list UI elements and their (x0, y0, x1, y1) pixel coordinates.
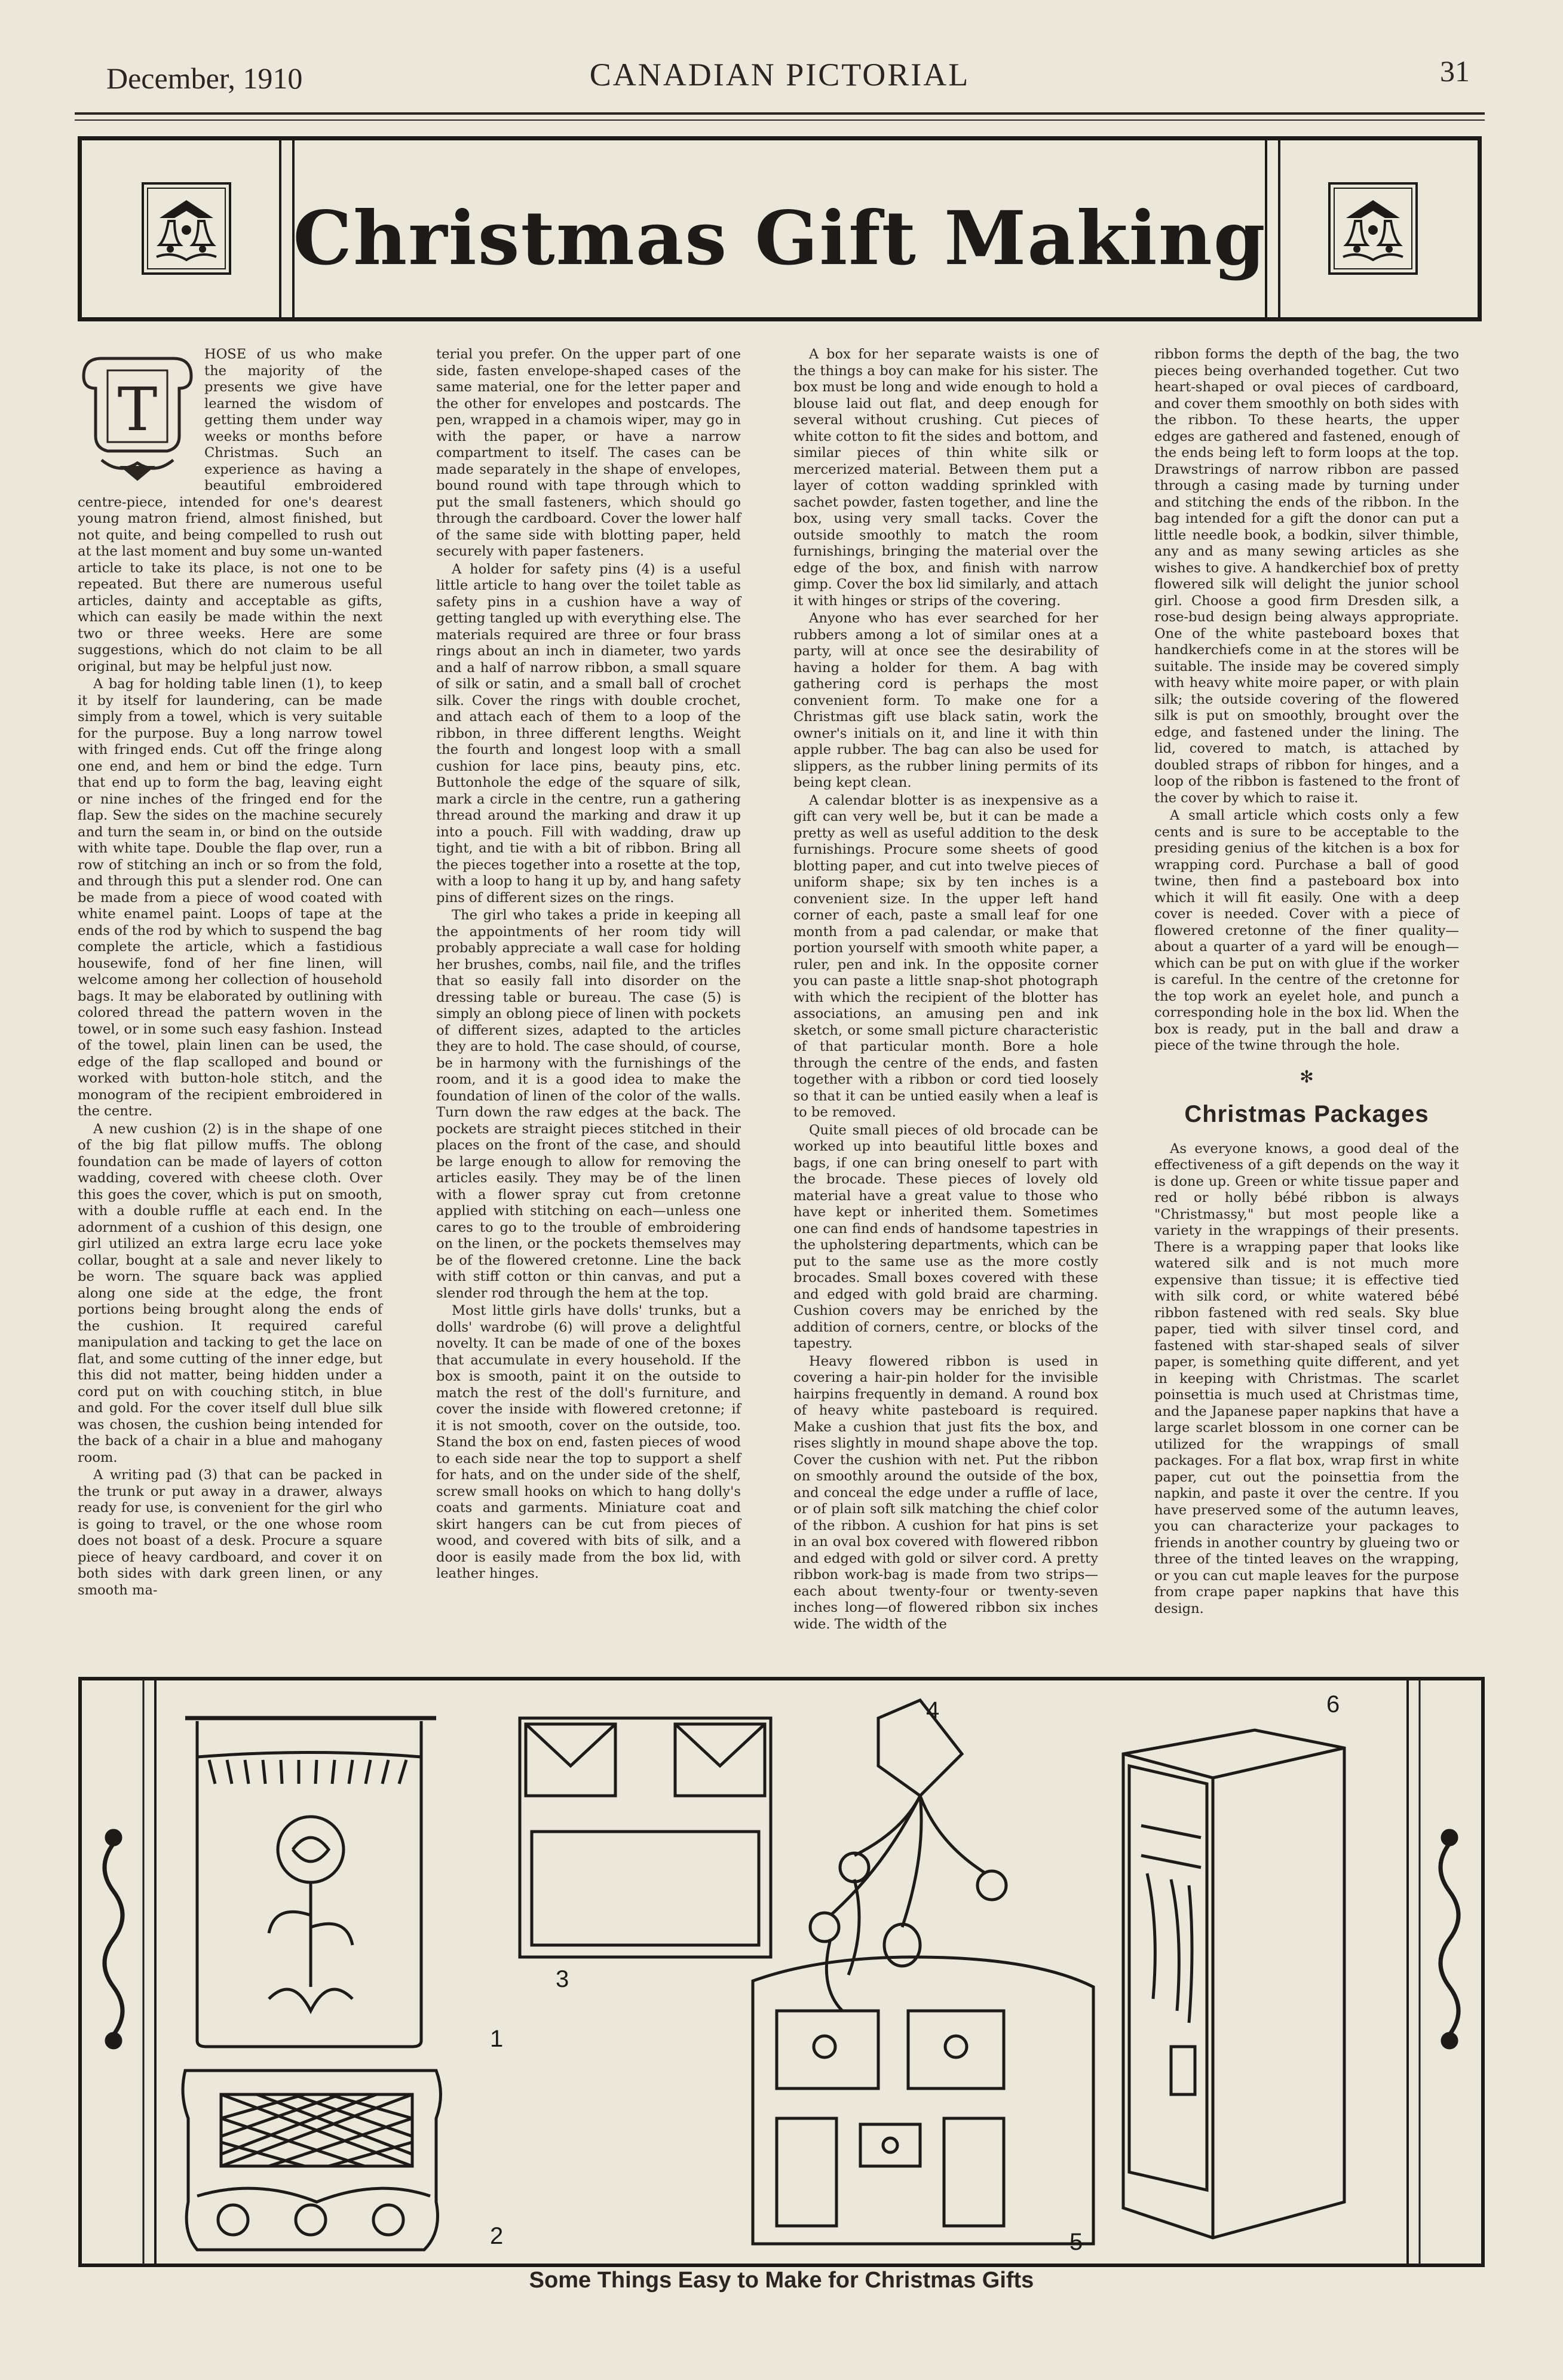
page-header (78, 48, 1482, 114)
item-label: 6 (1326, 1691, 1340, 1717)
header-rule (75, 112, 1485, 115)
linen-bag-drawing (185, 1718, 436, 2047)
article-column-4 (1154, 346, 1459, 1618)
item-label: 4 (926, 1697, 940, 1723)
gift-illustration (78, 1676, 1485, 2268)
paragraph: The girl who takes a pride in keeping all the appointments of her room tidy will probably appreciate a wall case for holding her brushes, combs, nail file, and the trifles that so easily fall into disorder on the dressing table or bureau. The case (5) is simply an oblong piece of linen with pockets of different sizes, adapted to the articles they are to hold. The case should, of course, be in harmony with the furnishings of the room, and it is a good idea to make the foundation of linen of the color of the walls. Turn down the raw edges at the back. The pockets are straight pieces stitched in their places on the front of the case, and should be large enough to allow for removing the articles easily. They may be of the linen with a flower spray cut from cretonne applied with stitching on each—unless one cares to go to the trouble of embroidering on the linen, or the pockets themselves may be of the flowered cretonne. Line the back with stiff cotton or thin canvas, and put a slender rod through the hem at the top. (436, 907, 741, 1301)
doll-wardrobe-drawing (1123, 1730, 1344, 2238)
cushion-drawing (183, 2071, 441, 2250)
paragraph: A holder for safety pins (4) is a useful little article to hang over the toilet table as safety pins in a cushion have a way of getting tangled up with everything else. The materials required are three or four brass rings about an inch in diameter, two yards and a half of narrow ribbon, a small square of silk or satin, and a small ball of crochet silk. Cover the rings with double crochet, and attach each of them to a loop of the ribbon, in three different lengths. Weight the fourth and longest loop with a small cushion for lace pins, beauty pins, etc. Buttonhole the edge of the square of silk, mark a circle in the centre, run a gathering thread around the marking and draw it up into a pouch. Fill with wadding, draw up tight, and tie with a bit of ribbon. Bring all the pieces together into a rosette at the top, with a loop to hang it up by, and hang safety pins of different sizes on the rings. (436, 561, 741, 906)
drop-cap-letter: T (117, 375, 158, 444)
pin-holder-drawing (810, 1700, 1006, 2011)
paragraph: Heavy flowered ribbon is used in covering a hair-pin holder for the invisible hairpins frequently in demand. A round box of heavy white pasteboard is required. Make a cushion that just fits the box, and rises slightly in mound shape above the top. Cover the cushion with net. Put the ribbon on smoothly around the outside of the box, and conceal the edge under a ruffle of lace, or of plain soft silk matching the chief color of the ribbon. A cushion for hat pins is set in an oval box covered with flowered ribbon and edged with gold or silver cord. A pretty ribbon work-bag is made from two strips—each about twenty-four or twenty-seven inches long—of flowered ribbon six inches wide. The width of the (793, 1353, 1098, 1632)
item-label: 1 (490, 2026, 504, 2052)
paragraph: A box for her separate waists is one of the things a boy can make for his sister. The box must be long and wide enough to hold a blouse laid out flat, and deep enough for several without crushing. Cut pieces of white cotton to fit the sides and bottom, and similar pieces of thin white silk or mercerized material. Between them put a layer of cotton wadding sprinkled with sachet powder, fasten together, and line the box, using very small tacks. Cover the outside smoothly to match the room furnishings, bringing the material over the edge of the box, and finish with narrow gimp. Cover the box lid similarly, and attach it with hinges or strips of the covering. (793, 346, 1098, 609)
item-label: 3 (556, 1966, 569, 1992)
paragraph: A small article which costs only a few cents and is sure to be acceptable to the presiding genius of the kitchen is a box for wrapping cord. Purchase a ball of good twine, then find a pasteboard box into which it will fit easily. One with a deep cover is needed. Cover with a piece of flowered cretonne of the finer quality—about a quarter of a yard will be enough—which can be put on with glue if the worker is careful. In the centre of the cretonne for the top work an eyelet hole, and punch a corresponding hole in the box lid. When the box is ready, put in the ball and draw a piece of the twine through the hole. (1154, 808, 1459, 1053)
paragraph: Most little girls have dolls' trunks, but a dolls' wardrobe (6) will prove a delightful novelty. It can be made of one of the boxes that accumulate in every household. If the box is smooth, paint it on the outside to match the rest of the doll's furniture, and cover the inside with flowered cretonne; if it is not smooth, cover on the outside, too. Stand the box on end, fasten pieces of wood to each side near the top to support a shelf for hats, and on the under side of the shelf, screw small hooks on which to hang dolly's coats and garments. Miniature coat and skirt hangers can be cut from pieces of wood, and covered with bits of silk, and a door is easily made from the box lid, with leather hinges. (436, 1303, 741, 1581)
paragraph: ribbon forms the depth of the bag, the two pieces being overhanded together. Cut two heart-shaped or oval pieces of cardboard, and cover them smoothly on both sides with the ribbon. To these hearts, the upper edges are gathered and fastened, enough of the ends being left to form loops at the top. Drawstrings of narrow ribbon are passed through a casing made by turning under and stitching the ends of the ribbon. In the bag intended for a gift the donor can put a little needle book, a bodkin, silver thimble, any and as many sewing articles as she wishes to give. A handkerchief box of pretty flowered silk will delight the junior school girl. Choose a good firm Dresden silk, a rose-bud design being always appropriate. One of the white pasteboard boxes that handkerchiefs come in at the stores will be suitable. The inside may be covered simply with heavy white moire paper, or with plain silk; the outside covering of the flowered silk is put on smoothly, brought over the edge, and fastened under the lining. The lid, covered to match, is attached by doubled straps of ribbon for hinges, and a loop of the ribbon is fastened to the front of the cover by which to raise it. (1154, 346, 1459, 806)
article-column-3 (793, 346, 1098, 1634)
drop-cap-ornament-icon (78, 346, 197, 484)
wall-case-drawing (753, 1957, 1093, 2244)
section-heading: Christmas Packages (1184, 1101, 1429, 1127)
item-label: 5 (1069, 2229, 1083, 2255)
paragraph: Quite small pieces of old brocade can be worked up into beautiful little boxes and bags, if one can bring oneself to part with the brocade. These pieces of lovely old material have a great value to those who have kept or inherited them. Sometimes one can find ends of handsome tapestries in the upholstering departments, which can be put to the same use as the more costly brocades. Small boxes covered with these and edged with gold braid are charming. Cushion covers may be enriched by the addition of corners, centre, or blocks of the tapestry. (793, 1122, 1098, 1351)
issue-date: December, 1910 (106, 62, 303, 95)
paragraph: A new cushion (2) is in the shape of one of the big flat pillow muffs. The oblong foundation can be made of layers of cotton wadding, covered with cheese cloth. Over this goes the cover, which is put on smooth, with a double ruffle at each end. In the adornment of a cushion of this design, one girl utilized an extra large ecru lace yoke collar, bought at a sale and never likely to be worn. The square back was applied along one side at the edge, the front portions being brought along the ends of the cushion. It required careful manipulation and tacking to get the lace on flat, and some cutting of the inner edge, but this did not matter, being hidden under a cord put on with couching stitch, in blue and gold. For the cover itself dull blue silk was chosen, the cushion being intended for the back of a chair in a blue and mahogany room. (78, 1121, 382, 1465)
paragraph: Anyone who has ever searched for her rubbers among a lot of similar ones at a party, will at once see the desirability of having a holder for them. A bag with gathering cord is perhaps the most convenient form. To make one for a Christmas gift use black satin, work the owner's initials on it, and line it with thin apple rubber. The bag can also be used for slippers, as the rubber lining permits of its being kept clean. (793, 611, 1098, 790)
title-banner (78, 136, 1482, 321)
item-label: 2 (490, 2223, 504, 2249)
article-column-2 (436, 346, 741, 1584)
section-divider-icon: ✻ (1300, 1066, 1314, 1087)
writing-pad-drawing (520, 1718, 771, 1957)
paragraph: terial you prefer. On the upper part of one side, fasten envelope-shaped cases of the same material, one for the letter paper and the other for envelopes and postcards. The pen, wrapped in a chamois wiper, may go in with the paper, or have a narrow compartment to itself. The cases can be made separately in the shape of envelopes, bound round with tape through which to put the small fasteners, which should go through the cardboard. Cover the lower half of the same side with blotting paper, held securely with paper fasteners. (436, 346, 741, 559)
illustration-caption: Some Things Easy to Make for Christmas Gifts (529, 2268, 1034, 2293)
page-number: 31 (1440, 54, 1470, 88)
paragraph: A calendar blotter is as inexpensive as a gift can very well be, but it can be made a pretty as well as useful addition to the desk furnishings. Procure some sheets of good blotting paper, and cut into twelve pieces of uniform shape; six by ten inches is a convenient size. In the upper left hand corner of each, paste a small leaf for one month from a pad calendar, or make that portion yourself with smooth white paper, a ruler, pen and ink. In the opposite corner you can paste a little snap-shot photograph with which the recipient of the blotter has associations, an amusing pen and ink sketch, or some small picture characteristic of that particular month. Bore a hole through the centre of the ends, and fasten together with a ribbon or cord tied loosely so that it can be untied easily when a leaf is to be removed. (793, 792, 1098, 1120)
article-column-1 (78, 346, 382, 1600)
paragraph: A writing pad (3) that can be packed in the trunk or put away in a drawer, always ready for use, is convenient for the girl who is going to travel, or the one whose room does not boast of a desk. Procure a square piece of heavy cardboard, and cover it on both sides with dark green linen, or any smooth ma- (78, 1467, 382, 1598)
paragraph: As everyone knows, a good deal of the effectiveness of a gift depends on the way it is done up. Green or white tissue paper and red or holly bébé ribbon is always "Christmassy," but most people like a variety in the wrappings of their presents. There is a wrapping paper that looks like watered silk and is not much more expensive than tissue; it is effective tied with silk cord, or white watered bébé ribbon fastened with red seals. Sky blue paper, tied with silver tinsel cord, and fastened with star-shaped seals of silver paper, is something quite different, and yet in keeping with Christmas. The scarlet poinsettia is much used at Christmas time, and the Japanese paper napkins that have a large scarlet blossom in one corner can be utilized for the wrappings of small packages. For a flat box, wrap first in white paper, cut out the poinsettia from the napkin, and paste it over the centre. If you have preserved some of the autumn leaves, you can characterize your packages to friends in another country by glueing two or three of the tinted leaves on the wrapping, or you can cut maple leaves for the purpose from crape paper napkins that have this design. (1154, 1140, 1459, 1617)
holly-bell-ornament-icon (1328, 182, 1418, 275)
paragraph: HOSE of us who make the majority of the presents we give have learned the wisdom of getting them under way weeks or months before Christmas. Such an experience as having a beautiful embroidered centre-piece, intended for one's dearest young matron friend, almost finished, but not quite, and being compelled to rush out at the last moment and buy some un-wanted article to take its place, is not one to be repeated. But there are numerous useful articles, dainty and acceptable as gifts, which can easily be made within the next two or three weeks. Here are some suggestions, which do not claim to be all original, but may be helpful just now. (78, 346, 382, 674)
publication-title: CANADIAN PICTORIAL (589, 57, 970, 93)
header-rule-thin (75, 119, 1485, 121)
article-title: Christmas Gift Making (293, 195, 1267, 282)
paragraph: A bag for holding table linen (1), to keep it by itself for laundering, can be made simply from a towel, which is very suitable for the purpose. Buy a long narrow towel with fringed ends. Cut off the fringe along one end, and hem or bind the edge. Turn that end up to form the bag, leaving eight or nine inches of the fringed end for the flap. Sew the sides on the machine securely and turn the seam in, or bind on the outside with white tape. Double the flap over, run a row of stitching an inch or so from the fold, and through this put a slender rod. One can be made from a piece of wood coated with white enamel paint. Loops of tape at the ends of the rod by which to suspend the bag complete the article, which a fastidious housewife, fond of her fine linen, will welcome among her collection of household bags. It may be elaborated by outlining with colored thread the pattern woven in the towel, or in some such easy fashion. Instead of the towel, plain linen can be used, the edge of the flap scalloped and bound or worked with button-hole stitch, and the monogram of the recipient embroidered in the centre. (78, 676, 382, 1119)
